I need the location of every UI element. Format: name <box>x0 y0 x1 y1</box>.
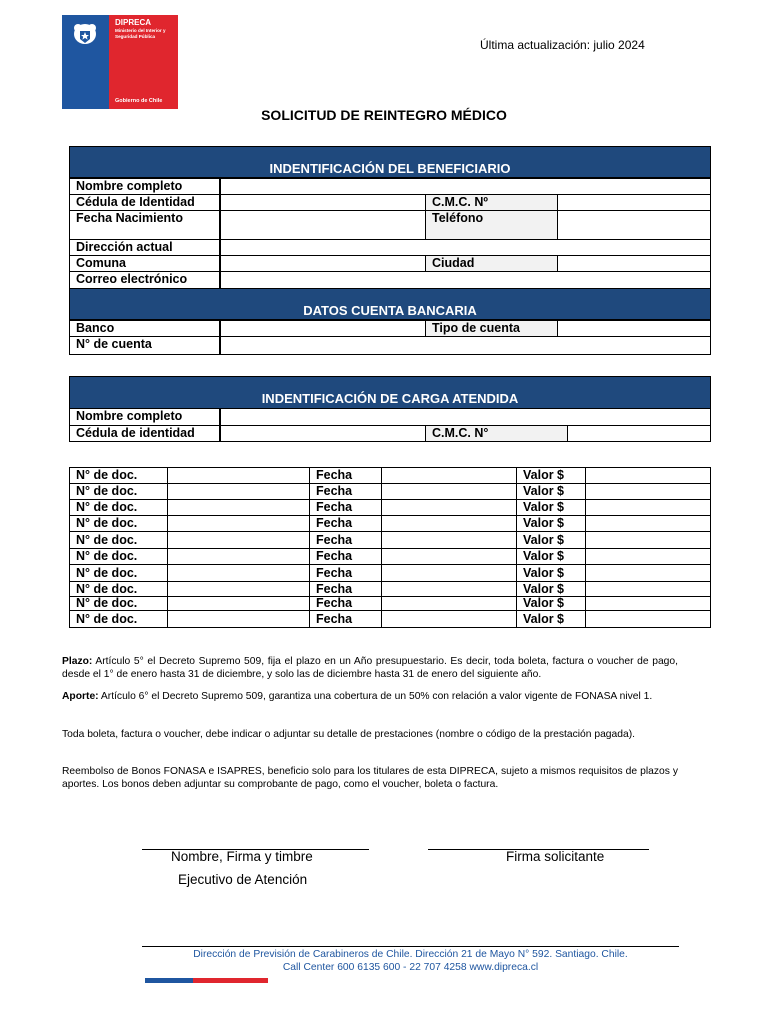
doc-value-label: Valor $ <box>516 483 586 500</box>
table-row <box>69 548 711 565</box>
doc-date-label: Fecha <box>309 515 382 532</box>
doc-value-label: Valor $ <box>516 531 586 549</box>
doc-number-field[interactable] <box>167 596 310 611</box>
phone-field[interactable] <box>557 210 711 240</box>
signature-label-executive: Nombre, Firma y timbre <box>171 849 313 864</box>
email-field[interactable] <box>220 271 711 289</box>
table-row <box>69 483 711 500</box>
doc-number-label: N° de doc. <box>69 548 168 565</box>
address-field[interactable] <box>220 239 711 256</box>
doc-value-field[interactable] <box>585 467 711 484</box>
plazo-label: Plazo: <box>62 656 93 667</box>
doc-date-label: Fecha <box>309 467 382 484</box>
doc-date-label: Fecha <box>309 610 382 628</box>
table-row <box>69 531 711 549</box>
doc-number-field[interactable] <box>167 610 310 628</box>
label-city: Ciudad <box>425 255 558 272</box>
bank-header: DATOS CUENTA BANCARIA <box>69 288 711 320</box>
doc-date-field[interactable] <box>381 564 517 582</box>
doc-number-field[interactable] <box>167 531 310 549</box>
birth-date-field[interactable] <box>220 210 426 240</box>
doc-date-field[interactable] <box>381 499 517 516</box>
logo-government: Gobierno de Chile <box>115 98 163 104</box>
doc-number-field[interactable] <box>167 467 310 484</box>
id-card-field[interactable] <box>220 194 426 211</box>
label-dependent-id: Cédula de identidad <box>69 425 220 442</box>
plazo-note <box>62 655 678 681</box>
logo-brand: DIPRECA <box>115 18 152 27</box>
label-bank: Banco <box>69 320 220 337</box>
doc-date-field[interactable] <box>381 483 517 500</box>
doc-value-label: Valor $ <box>516 515 586 532</box>
last-update: Última actualización: julio 2024 <box>480 38 645 52</box>
doc-number-label: N° de doc. <box>69 499 168 516</box>
label-account-type: Tipo de cuenta <box>425 320 558 337</box>
label-email: Correo electrónico <box>69 271 220 289</box>
doc-value-field[interactable] <box>585 610 711 628</box>
doc-date-label: Fecha <box>309 596 382 611</box>
doc-number-label: N° de doc. <box>69 610 168 628</box>
doc-number-label: N° de doc. <box>69 467 168 484</box>
logo-subtitle: Ministerio del Interior y Seguridad Pública <box>115 28 166 39</box>
table-row <box>69 610 711 628</box>
dependent-form <box>69 376 711 442</box>
table-row <box>69 499 711 516</box>
doc-number-label: N° de doc. <box>69 581 168 597</box>
table-row <box>69 467 711 484</box>
footer-address: Dirección de Previsión de Carabineros de Chile. Dirección 21 de Mayo N° 592. Santiago. Chile. <box>193 949 628 960</box>
doc-date-label: Fecha <box>309 531 382 549</box>
doc-date-label: Fecha <box>309 564 382 582</box>
beneficiary-form <box>69 146 711 355</box>
table-row <box>69 596 711 611</box>
doc-number-label: N° de doc. <box>69 483 168 500</box>
label-dependent-name: Nombre completo <box>69 408 220 426</box>
dipreca-logo <box>62 15 178 109</box>
doc-number-field[interactable] <box>167 548 310 565</box>
signature-label-applicant: Firma solicitante <box>506 849 605 864</box>
doc-date-field[interactable] <box>381 531 517 549</box>
bonos-note: Reembolso de Bonos FONASA e ISAPRES, beneficio solo para los titulares de esta DIPRECA, sujeto a mismos requisitos de plazos y aportes. Los bonos deben adjuntar su comprobante de pago, como el voucher, boleta o factura. <box>62 766 678 790</box>
doc-value-field[interactable] <box>585 564 711 582</box>
aporte-label: Aporte: <box>62 691 99 702</box>
beneficiary-header: INDENTIFICACIÓN DEL BENEFICIARIO <box>69 146 711 178</box>
doc-date-label: Fecha <box>309 483 382 500</box>
doc-value-label: Valor $ <box>516 564 586 582</box>
full-name-field[interactable] <box>220 178 711 195</box>
dependent-cmc-field[interactable] <box>567 425 711 442</box>
doc-number-label: N° de doc. <box>69 564 168 582</box>
doc-value-label: Valor $ <box>516 548 586 565</box>
doc-value-label: Valor $ <box>516 499 586 516</box>
page-title: SOLICITUD DE REINTEGRO MÉDICO <box>261 107 507 123</box>
doc-value-field[interactable] <box>585 548 711 565</box>
dependent-id-field[interactable] <box>220 425 426 442</box>
dependent-name-field[interactable] <box>220 408 711 426</box>
doc-value-field[interactable] <box>585 581 711 597</box>
signature-label-executive-role: Ejecutivo de Atención <box>178 872 308 887</box>
label-dependent-cmc: C.M.C. N° <box>425 425 568 442</box>
doc-value-field[interactable] <box>585 596 711 611</box>
label-cmc: C.M.C. Nº <box>425 194 558 211</box>
doc-number-label: N° de doc. <box>69 596 168 611</box>
footer-bar-red <box>193 978 268 983</box>
doc-date-label: Fecha <box>309 581 382 597</box>
doc-number-label: N° de doc. <box>69 531 168 549</box>
dependent-header: INDENTIFICACIÓN DE CARGA ATENDIDA <box>69 376 711 409</box>
table-row <box>69 581 711 597</box>
doc-number-field[interactable] <box>167 515 310 532</box>
doc-date-label: Fecha <box>309 548 382 565</box>
doc-value-field[interactable] <box>585 499 711 516</box>
doc-number-field[interactable] <box>167 483 310 500</box>
label-id-card: Cédula de Identidad <box>69 194 220 211</box>
doc-date-field[interactable] <box>381 467 517 484</box>
account-type-field[interactable] <box>557 320 711 337</box>
doc-number-field[interactable] <box>167 564 310 582</box>
doc-date-field[interactable] <box>381 548 517 565</box>
aporte-text: Artículo 6° el Decreto Supremo 509, garantiza una cobertura de un 50% con relación a valor vigente de FONASA nivel 1. <box>100 691 653 702</box>
doc-date-field[interactable] <box>381 515 517 532</box>
doc-value-label: Valor $ <box>516 581 586 597</box>
doc-number-label: N° de doc. <box>69 515 168 532</box>
doc-date-field[interactable] <box>381 596 517 611</box>
doc-value-field[interactable] <box>585 515 711 532</box>
label-address: Dirección actual <box>69 239 220 256</box>
commune-field[interactable] <box>220 255 426 272</box>
plazo-text: Artículo 5° el Decreto Supremo 509, fija el plazo en un Año presupuestario. Es decir, toda boleta, factura o voucher de pago, desde el 1° de enero hasta 31 de diciembre, y solo las de diciembre hasta 31 de enero del siguiente año. <box>62 656 678 680</box>
doc-number-field[interactable] <box>167 581 310 597</box>
doc-date-label: Fecha <box>309 499 382 516</box>
doc-date-field[interactable] <box>381 610 517 628</box>
table-row <box>69 515 711 532</box>
city-field[interactable] <box>557 255 711 272</box>
cmc-field[interactable] <box>557 194 711 211</box>
table-row <box>69 564 711 582</box>
doc-value-label: Valor $ <box>516 596 586 611</box>
footer-divider <box>142 946 679 947</box>
doc-value-label: Valor $ <box>516 467 586 484</box>
account-number-field[interactable] <box>220 336 711 355</box>
bank-field[interactable] <box>220 320 426 337</box>
voucher-note: Toda boleta, factura o voucher, debe indicar o adjuntar su detalle de prestaciones (nombre o código de la prestación pagada). <box>62 729 635 740</box>
label-phone: Teléfono <box>425 210 558 240</box>
label-birth-date: Fecha Nacimiento <box>69 210 220 240</box>
aporte-note <box>62 690 678 703</box>
label-commune: Comuna <box>69 255 220 272</box>
documents-table <box>69 467 711 627</box>
doc-date-field[interactable] <box>381 581 517 597</box>
footer-contact: Call Center 600 6135 600 - 22 707 4258 www.dipreca.cl <box>282 962 539 973</box>
label-account-number: N° de cuenta <box>69 336 220 355</box>
doc-value-label: Valor $ <box>516 610 586 628</box>
label-full-name: Nombre completo <box>69 178 220 195</box>
doc-number-field[interactable] <box>167 499 310 516</box>
coat-of-arms-icon <box>66 19 104 49</box>
doc-value-field[interactable] <box>585 531 711 549</box>
doc-value-field[interactable] <box>585 483 711 500</box>
footer-bar-blue <box>145 978 193 983</box>
